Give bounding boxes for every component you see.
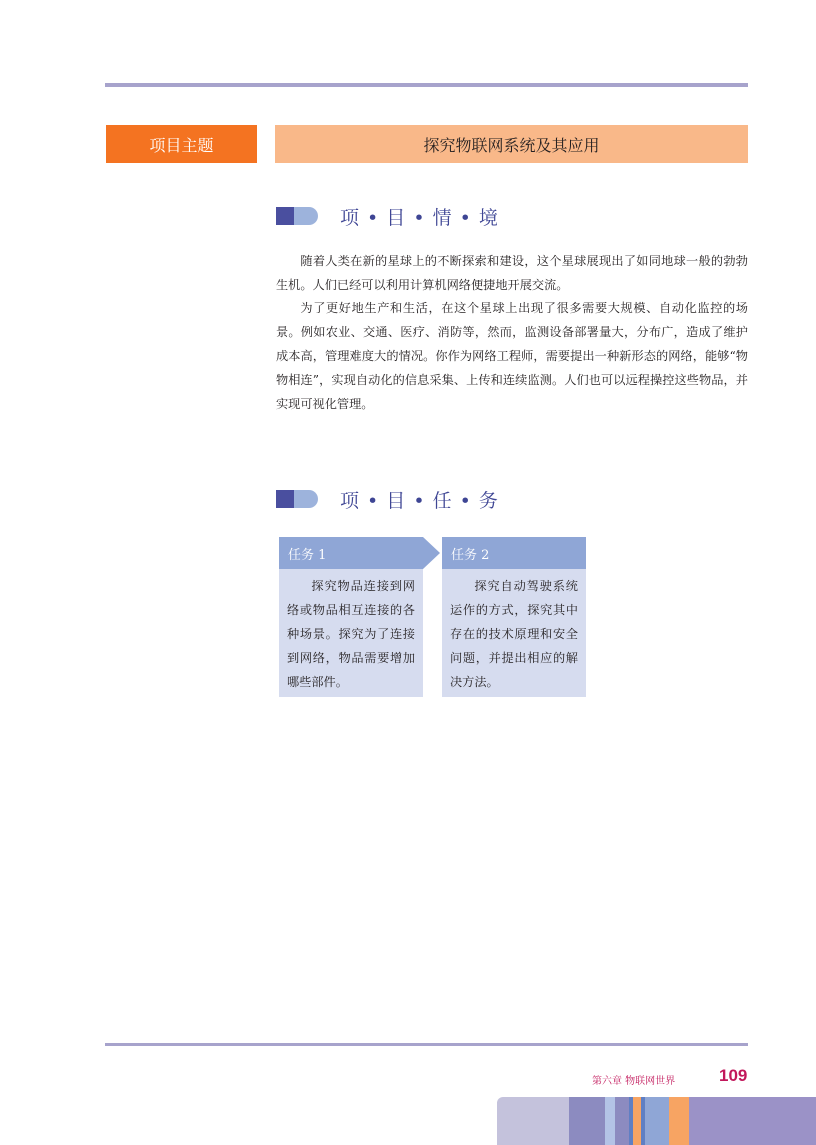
section-header-tasks (276, 486, 499, 512)
section-header-context (276, 203, 499, 229)
section-title-context: 项 • 目 • 情 • 境 (340, 206, 499, 229)
task-label: 任务 2 (442, 537, 586, 569)
task-card-1 (279, 537, 423, 697)
section-marker-icon (276, 490, 318, 508)
page-number: 109 (719, 1066, 748, 1085)
task-description: 探究自动驾驶系统运作的方式，探究其中存在的技术原理和安全问题，并提出相应的解决方法。 (442, 569, 586, 697)
top-rule (105, 83, 748, 87)
arrow-icon (423, 537, 440, 569)
task-card-2 (442, 537, 586, 697)
context-paragraph-1: 随着人类在新的星球上的不断探索和建设，这个星球展现出了如同地球一般的勃勃生机。人们已经可以利用计算机网络便捷地开展交流。 (276, 254, 748, 292)
bottom-rule (105, 1043, 748, 1046)
project-theme-label: 项目主题 (106, 125, 257, 163)
footer-chapter-title: 第六章 物联网世界 (592, 1076, 676, 1087)
context-paragraph-2: 为了更好地生产和生活，在这个星球上出现了很多需要大规模、自动化监控的场景。例如农业、交通、医疗、消防等，然而，监测设备部署量大，分布广，造成了维护成本高，管理难度大的情况。你作为网络工程师，需要提出一种新形态的网络，能够“物物相连”，实现自动化的信息采集、上传和连续监测。人们也可以远程操控这些物品，并实现可视化管理。 (276, 301, 748, 411)
task-description: 探究物品连接到网络或物品相互连接的各种场景。探究为了连接到网络，物品需要增加哪些部件。 (279, 569, 423, 697)
section-title-tasks: 项 • 目 • 任 • 务 (340, 489, 499, 512)
task-label: 任务 1 (279, 537, 423, 569)
section-marker-icon (276, 207, 318, 225)
project-theme-title: 探究物联网系统及其应用 (275, 125, 748, 163)
